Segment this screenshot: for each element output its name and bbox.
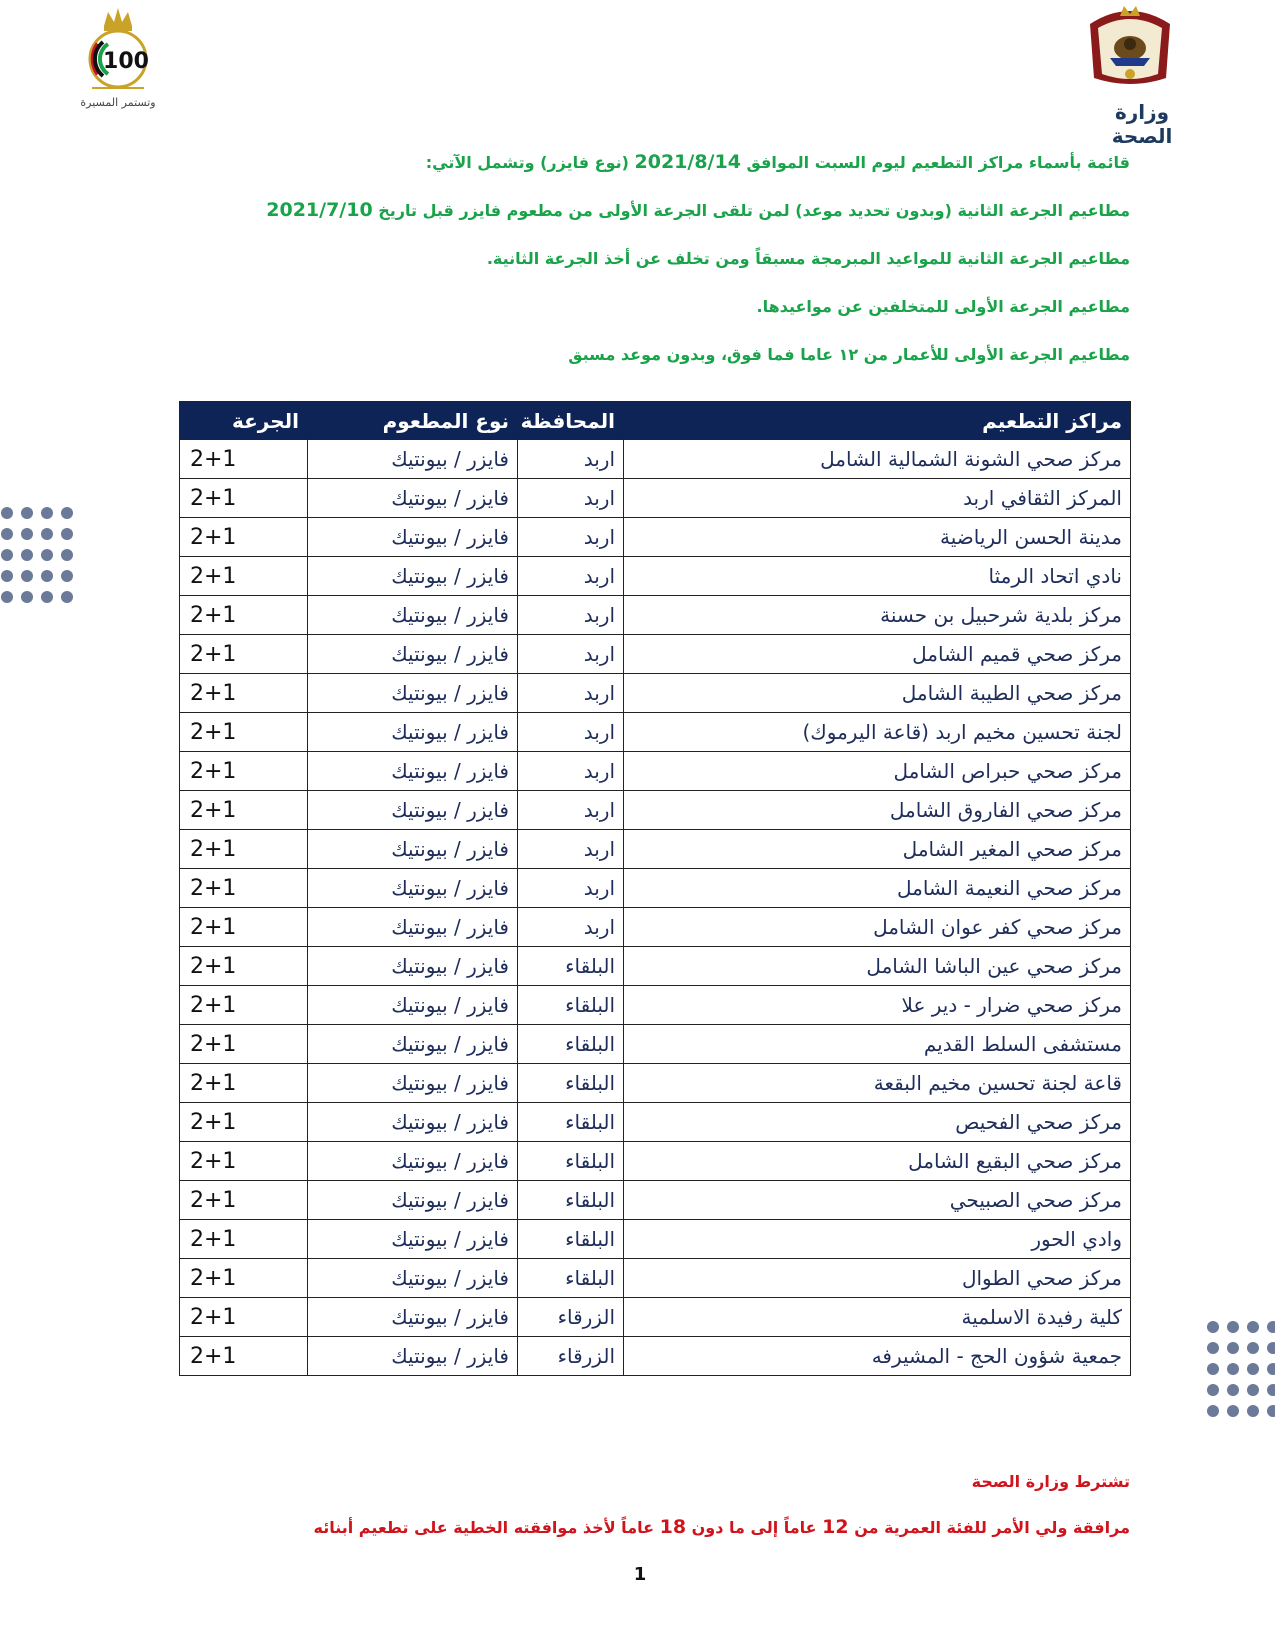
cell-dose: 2+1 [180,557,308,596]
cell-vaccine-type: فايزر / بيونتيك [308,1025,518,1064]
header-governorate: المحافظة [518,402,624,440]
cell-governorate: البلقاء [518,1142,624,1181]
cell-dose: 2+1 [180,1064,308,1103]
cell-vaccine-type: فايزر / بيونتيك [308,752,518,791]
table-row [180,557,1131,596]
cell-center: مركز صحي الفحيص [624,1103,1131,1142]
footer-age-max: 18 [659,1516,687,1538]
intro-line-5: مطاعيم الجرعة الأولى للأعمار من ١٢ عاما فما فوق، وبدون موعد مسبق [568,345,1130,364]
cell-center: مركز صحي المغير الشامل [624,830,1131,869]
vaccination-centers-table [179,401,1131,1376]
intro-block [200,150,1130,390]
cell-center: مركز صحي كفر عوان الشامل [624,908,1131,947]
cell-governorate: البلقاء [518,1025,624,1064]
cell-governorate: اربد [518,830,624,869]
cell-vaccine-type: فايزر / بيونتيك [308,557,518,596]
cell-governorate: اربد [518,479,624,518]
intro-date: 2021/8/14 [634,151,741,173]
cell-vaccine-type: فايزر / بيونتيك [308,986,518,1025]
header-vaccine-type: نوع المطعوم [308,402,518,440]
cell-center: مركز صحي الطيبة الشامل [624,674,1131,713]
table-row [180,674,1131,713]
intro-line-2-text: مطاعيم الجرعة الثانية (وبدون تحديد موعد) لمن تلقى الجرعة الأولى من مطعوم فايزر قبل تاريخ [372,201,1130,220]
cell-center: مستشفى السلط القديم [624,1025,1131,1064]
table-row [180,830,1131,869]
intro-line-1-text: قائمة بأسماء مراكز التطعيم ليوم السبت الموافق [740,153,1130,172]
cell-vaccine-type: فايزر / بيونتيك [308,947,518,986]
footer-note [200,1516,1130,1538]
cell-center: مركز صحي النعيمة الشامل [624,869,1131,908]
cell-governorate: البلقاء [518,947,624,986]
cell-center: قاعة لجنة تحسين مخيم البقعة [624,1064,1131,1103]
cell-vaccine-type: فايزر / بيونتيك [308,596,518,635]
cell-center: مركز صحي ضرار - دير علا [624,986,1131,1025]
cell-governorate: اربد [518,557,624,596]
cell-dose: 2+1 [180,1181,308,1220]
cell-governorate: اربد [518,596,624,635]
cell-center: لجنة تحسين مخيم اربد (قاعة اليرموك) [624,713,1131,752]
cell-center: مركز صحي عين الباشا الشامل [624,947,1131,986]
table-header-row [180,402,1131,440]
table-row [180,869,1131,908]
header-dose: الجرعة [180,402,308,440]
cell-vaccine-type: فايزر / بيونتيك [308,1064,518,1103]
table-row [180,1103,1131,1142]
cell-dose: 2+1 [180,869,308,908]
cell-vaccine-type: فايزر / بيونتيك [308,713,518,752]
footer-note-part-3: عاماً لأخذ موافقته الخطية على تطعيم أبنائه [313,1518,660,1537]
intro-cutoff-date: 2021/7/10 [266,199,373,221]
cell-dose: 2+1 [180,986,308,1025]
cell-center: مركز صحي الطوال [624,1259,1131,1298]
cell-governorate: البلقاء [518,1064,624,1103]
table-row [180,947,1131,986]
page-number: 1 [633,1564,647,1585]
cell-governorate: الزرقاء [518,1298,624,1337]
centenary-logo [68,4,168,116]
footer-age-min: 12 [822,1516,849,1538]
table-row [180,1337,1131,1376]
intro-line-1-suffix: (نوع فايزر) وتشمل الآتي: [425,153,635,172]
table-row [180,479,1131,518]
table-row [180,908,1131,947]
table-row [180,596,1131,635]
cell-center: مدينة الحسن الرياضية [624,518,1131,557]
cell-dose: 2+1 [180,713,308,752]
footer-title: تشترط وزارة الصحة [971,1472,1130,1491]
table-row [180,752,1131,791]
cell-dose: 2+1 [180,791,308,830]
cell-dose: 2+1 [180,479,308,518]
cell-vaccine-type: فايزر / بيونتيك [308,635,518,674]
intro-line-3: مطاعيم الجرعة الثانية للمواعيد المبرمجة مسبقاً ومن تخلف عن أخذ الجرعة الثانية. [486,249,1130,268]
cell-governorate: اربد [518,752,624,791]
cell-dose: 2+1 [180,947,308,986]
table-body [180,440,1131,1376]
cell-governorate: اربد [518,518,624,557]
table-row [180,635,1131,674]
cell-vaccine-type: فايزر / بيونتيك [308,518,518,557]
table-row [180,1064,1131,1103]
cell-dose: 2+1 [180,518,308,557]
ministry-name: وزارة الصحة [1111,100,1173,148]
table-row [180,518,1131,557]
header-center: مراكز التطعيم [624,402,1131,440]
cell-governorate: البلقاء [518,986,624,1025]
cell-governorate: البلقاء [518,1220,624,1259]
centenary-tagline: وتستمر المسيرة [80,96,156,109]
cell-vaccine-type: فايزر / بيونتيك [308,1103,518,1142]
cell-center: نادي اتحاد الرمثا [624,557,1131,596]
cell-vaccine-type: فايزر / بيونتيك [308,1298,518,1337]
table-row [180,1220,1131,1259]
cell-governorate: اربد [518,869,624,908]
cell-dose: 2+1 [180,596,308,635]
cell-center: مركز صحي حبراص الشامل [624,752,1131,791]
cell-vaccine-type: فايزر / بيونتيك [308,908,518,947]
cell-governorate: البلقاء [518,1259,624,1298]
cell-vaccine-type: فايزر / بيونتيك [308,830,518,869]
cell-vaccine-type: فايزر / بيونتيك [308,1181,518,1220]
cell-dose: 2+1 [180,1337,308,1376]
cell-center: مركز صحي الفاروق الشامل [624,791,1131,830]
cell-center: مركز صحي البقيع الشامل [624,1142,1131,1181]
cell-center: المركز الثقافي اربد [624,479,1131,518]
cell-dose: 2+1 [180,908,308,947]
table-row [180,1298,1131,1337]
cell-dose: 2+1 [180,1142,308,1181]
centenary-number: 100 [103,49,149,74]
cell-center: جمعية شؤون الحج - المشيرفه [624,1337,1131,1376]
cell-governorate: اربد [518,635,624,674]
cell-dose: 2+1 [180,635,308,674]
cell-center: وادي الحور [624,1220,1131,1259]
cell-dose: 2+1 [180,1220,308,1259]
cell-governorate: البلقاء [518,1181,624,1220]
cell-center: كلية رفيدة الاسلمية [624,1298,1131,1337]
table-row [180,1025,1131,1064]
cell-governorate: اربد [518,791,624,830]
cell-governorate: اربد [518,908,624,947]
cell-governorate: البلقاء [518,1103,624,1142]
cell-governorate: اربد [518,440,624,479]
intro-line-4: مطاعيم الجرعة الأولى للمتخلفين عن مواعيدها. [756,297,1130,316]
coat-of-arms-emblem [1080,4,1180,92]
footer-note-part-2: عاماً إلى ما دون [686,1518,823,1537]
cell-vaccine-type: فايزر / بيونتيك [308,1259,518,1298]
cell-governorate: الزرقاء [518,1337,624,1376]
cell-vaccine-type: فايزر / بيونتيك [308,440,518,479]
table-row [180,791,1131,830]
table-row [180,986,1131,1025]
cell-dose: 2+1 [180,674,308,713]
cell-center: مركز بلدية شرحبيل بن حسنة [624,596,1131,635]
cell-dose: 2+1 [180,1298,308,1337]
decorative-dots-left [0,506,76,606]
cell-governorate: اربد [518,674,624,713]
footer-note-part-1: مرافقة ولي الأمر للفئة العمرية من [848,1518,1130,1537]
cell-vaccine-type: فايزر / بيونتيك [308,1337,518,1376]
table-row [180,1142,1131,1181]
cell-dose: 2+1 [180,830,308,869]
cell-vaccine-type: فايزر / بيونتيك [308,869,518,908]
table-row [180,713,1131,752]
decorative-dots-right [1206,1320,1275,1420]
intro-line-1 [200,150,1130,175]
cell-center: مركز صحي الصبيحي [624,1181,1131,1220]
cell-vaccine-type: فايزر / بيونتيك [308,479,518,518]
cell-vaccine-type: فايزر / بيونتيك [308,674,518,713]
table-row [180,1259,1131,1298]
cell-dose: 2+1 [180,752,308,791]
cell-vaccine-type: فايزر / بيونتيك [308,791,518,830]
cell-dose: 2+1 [180,1025,308,1064]
cell-vaccine-type: فايزر / بيونتيك [308,1142,518,1181]
cell-dose: 2+1 [180,1259,308,1298]
cell-vaccine-type: فايزر / بيونتيك [308,1220,518,1259]
table-row [180,1181,1131,1220]
intro-line-2 [200,198,1130,223]
cell-center: مركز صحي قميم الشامل [624,635,1131,674]
cell-governorate: اربد [518,713,624,752]
table-row [180,440,1131,479]
cell-center: مركز صحي الشونة الشمالية الشامل [624,440,1131,479]
cell-dose: 2+1 [180,440,308,479]
cell-dose: 2+1 [180,1103,308,1142]
